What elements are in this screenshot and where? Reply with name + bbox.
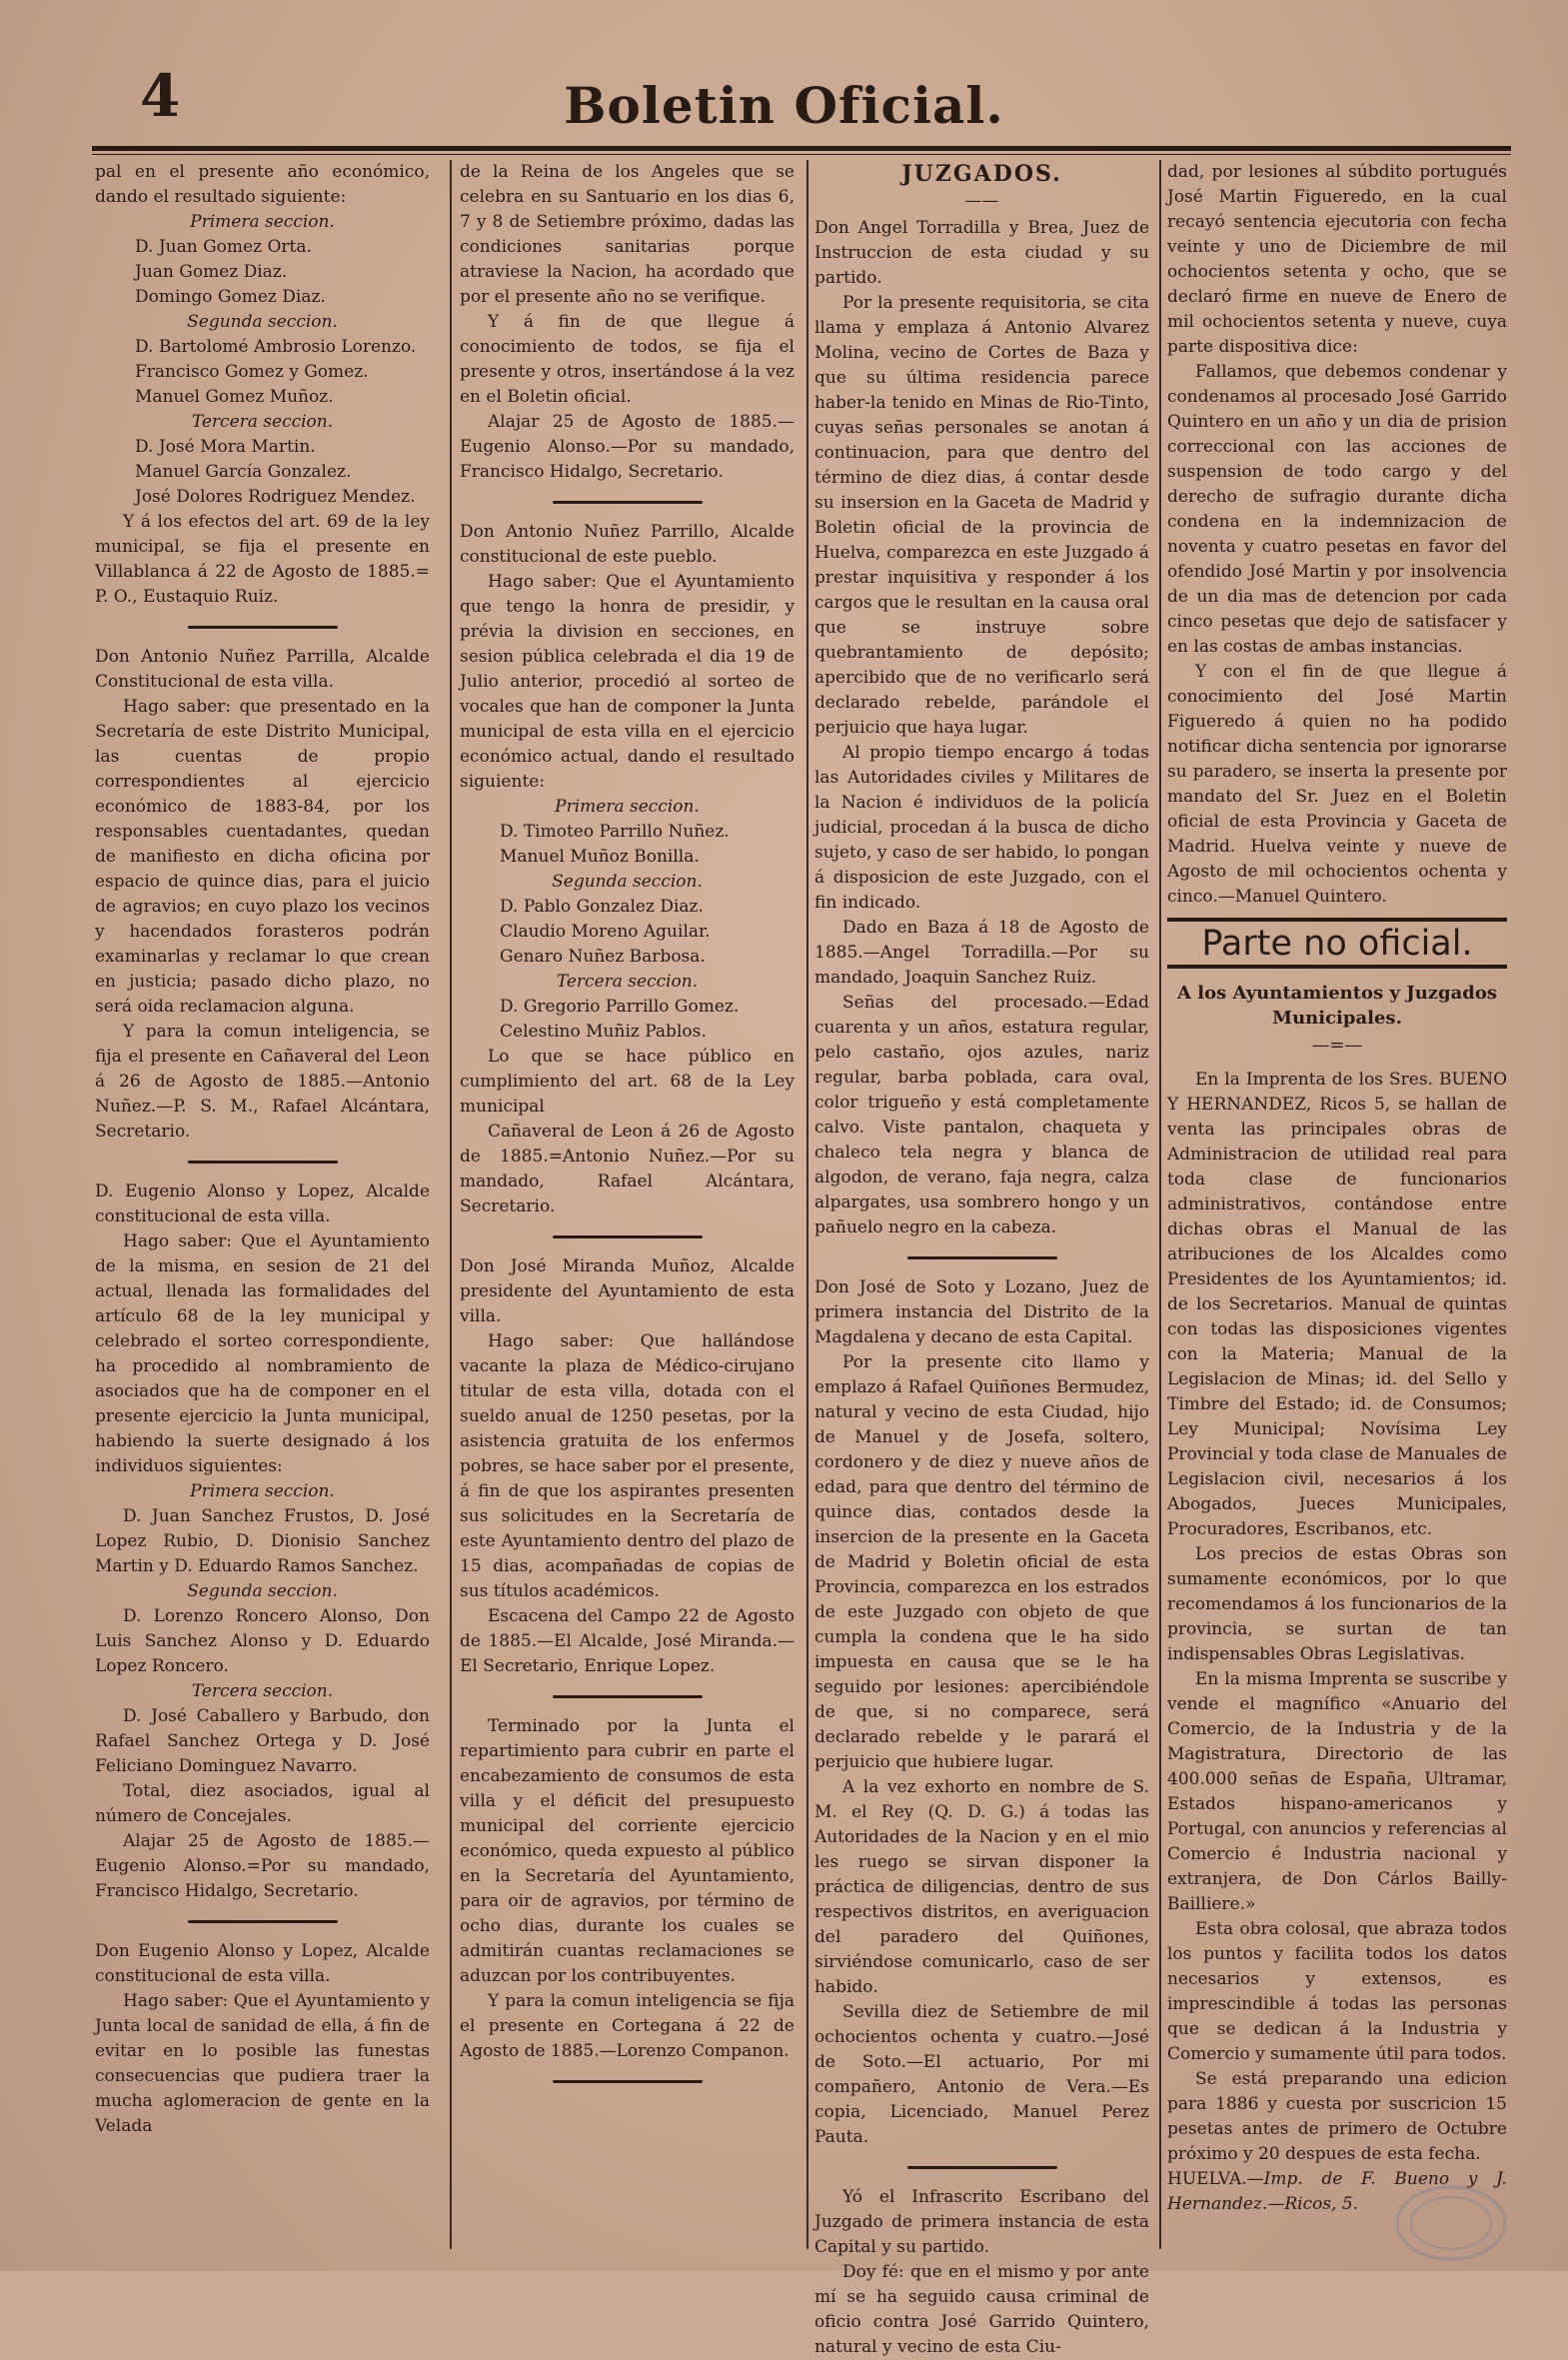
notice-heading: D. Eugenio Alonso y Lopez, Alcalde constitucional de esta villa. bbox=[95, 1181, 430, 1226]
notice-body: Hago saber: Que el Ayuntamiento y Junta local de sanidad de ella, á fin de evitar en lo posible las funestas consecuencias que pudiera traer la mucha aglomeracion de gente en la Velada bbox=[95, 1991, 430, 2136]
separator-rule bbox=[907, 1256, 1057, 1259]
name-entry: D. José Mora Martin. bbox=[135, 437, 316, 457]
name-entry: Domingo Gomez Diaz. bbox=[135, 287, 326, 307]
notice-closing: Alajar 25 de Agosto de 1885.—Eugenio Alonso.—Por su mandado, Francisco Hidalgo, Secretario. bbox=[460, 412, 794, 482]
advert-body: En la Imprenta de los Sres. BUENO Y HERNANDEZ, Ricos 5, se hallan de venta las principales obras de Administracion de utilidad real para toda clase de funcionarios administrativos, contándose entre dichas obras el Manual de las atribuciones de los Alcaldes como Presidentes de los Ayuntamientos; id. de los Secretarios. Manual de quintas con todas las disposiciones vigentes con la Materia; Manual de la Legislacion de Minas; id. del Sello y Timbre del Estado; id. de Consumos; Ley Municipal; Novísima Ley Provincial y toda clase de Manuales de Legislacion civil, necesarios á los Abogados, Jueces Municipales, Procuradores, Escribanos, etc. bbox=[1167, 1070, 1507, 1539]
sentence-quote: Fallamos, que debemos condenar y condenamos al procesado José Garrido Quintero en un año y un dia de prision correccional con las acciones de suspension de todo cargo y del derecho de sufragio durante dicha condena en la indemnizacion de noventa y cuatro pesetas en favor del ofendido José Martin y por insolvencia de un dia mas de detencion por cada cinco pesetas que dejo de satisfacer y en las costas de ambas instancias. bbox=[1167, 362, 1507, 657]
separator-rule bbox=[553, 1695, 703, 1698]
notice-body: Por la presente cito llamo y emplazo á Rafael Quiñones Bermudez, natural y vecino de esta Ciudad, hijo de Manuel y de Josefa, soltero, cordonero y de diez y nueve años de edad, para que dentro del término de quince dias, contados desde la insercion de la presente en la Gaceta de Madrid y Boletin oficial de esta Provincia, comparezca en los estrados de este Juzgado con objeto de que cumpla la condena que le ha sido impuesta en causa que se le ha seguido por lesiones: apercibiéndole de que, si no comparece, será declarado rebelde y le parará el perjuicio que hubiere lugar. bbox=[814, 1352, 1149, 1772]
notice-body: A la vez exhorto en nombre de S. M. el Rey (Q. D. G.) á todas las Autoridades de la Nacion y en el mio les ruego se sirvan disponer la práctica de diligencias, dentro de sus respectivos distritos, en averiguacion del paradero del Quiñones, sirviéndose comunicarlo, caso de ser habido. bbox=[814, 1777, 1149, 1997]
ornament: —=— bbox=[1311, 1035, 1363, 1056]
name-entry: D. Timoteo Parrillo Nuñez. bbox=[500, 822, 730, 842]
notice-closing: Alajar 25 de Agosto de 1885.—Eugenio Alonso.=Por su mandado, Francisco Hidalgo, Secretario. bbox=[95, 1831, 430, 1901]
advert-body: Esta obra colosal, que abraza todos los puntos y facilita todos los datos necesarios y extensos, es imprescindible á todas las personas que se dedican á la Industria y Comercio y sumamente útil para todos. bbox=[1167, 1919, 1507, 2064]
notice-heading: Don Antonio Nuñez Parrilla, Alcalde Constitucional de esta villa. bbox=[95, 647, 430, 692]
column-2 bbox=[460, 160, 794, 2259]
notice-body: dad, por lesiones al súbdito portugués José Martin Figueredo, en la cual recayó sentencia ejecutoria con fecha veinte y uno de Diciembre de mil ochocientos setenta y ocho, que se declaró firme en nueve de Enero de mil ochocientos setenta y nueve, cuya parte dispositiva dice: bbox=[1167, 162, 1507, 357]
subsection-heading: A los Ayuntamientos y Juzgados Municipales. bbox=[1177, 983, 1497, 1029]
name-entry: Manuel Muñoz Bonilla. bbox=[500, 847, 700, 867]
column-divider bbox=[450, 160, 452, 2249]
separator-rule bbox=[553, 2080, 703, 2083]
section-rule bbox=[1167, 965, 1507, 969]
notice-closing: Sevilla diez de Setiembre de mil ochocientos ochenta y cuatro.—José de Soto.—El actuario, Por mi compañero, Antonio de Vera.—Es copia, Licenciado, Manuel Perez Pauta. bbox=[814, 2002, 1149, 2147]
notice-heading: Don Antonio Nuñez Parrillo, Alcalde constitucional de este pueblo. bbox=[460, 522, 794, 567]
name-entry: D. Bartolomé Ambrosio Lorenzo. bbox=[135, 337, 417, 357]
section-rule bbox=[1167, 918, 1507, 922]
section-title-parte-no-oficial: Parte no oficial. bbox=[1201, 924, 1473, 964]
name-entry: D. Gregorio Parrillo Gomez. bbox=[500, 997, 740, 1017]
notice-body: Por la presente requisitoria, se cita llama y emplaza á Antonio Alvarez Molina, vecino de Cortes de Baza y que su última residencia parece haber-la tenido en Minas de Rio-Tinto, cuyas señas personales se anotan á continuacion, para que dentro del término de diez dias, á contar desde su insersion en la Gaceta de Madrid y Boletin oficial de la provincia de Huelva, comparezca en este Juzgado á prestar inquisitiva y responder á los cargos que le resultan en la causa oral que se instruye sobre quebrantamiento de depósito; apercibido que de no verificarlo será declarado rebelde, parándole el perjuicio que haya lugar. bbox=[814, 293, 1149, 738]
advert-body: Se está preparando una edicion para 1886 y cuesta por suscricion 15 pesetas antes de primero de Octubre próximo y 20 despues de esta fecha. bbox=[1167, 2069, 1507, 2164]
library-stamp-icon bbox=[1394, 2184, 1509, 2262]
separator-rule bbox=[553, 501, 703, 504]
notice-body: Terminado por la Junta el repartimiento para cubrir en parte el encabezamiento de consumos de esta villa y el déficit del presupuesto municipal del corriente ejercicio económico, queda expuesto al público en la Secretaría del Ayuntamiento, para oir de agravios, por término de ocho dias, durante los cuales se admitirán cuantas reclamaciones se aduzcan por los contribuyentes. bbox=[460, 1716, 794, 1986]
notice-body: Yó el Infrascrito Escribano del Juzgado de primera instancia de esta Capital y su partido. bbox=[814, 2187, 1149, 2257]
name-list bbox=[460, 995, 794, 1045]
separator-rule bbox=[553, 1235, 703, 1238]
name-entry: Claudio Moreno Aguilar. bbox=[500, 922, 711, 942]
notice-body: Total, diez asociados, igual al número de Concejales. bbox=[95, 1781, 430, 1826]
notice-body: Lo que se hace público en cumplimiento del art. 68 de la Ley municipal bbox=[460, 1047, 794, 1117]
notice-heading: Don Eugenio Alonso y Lopez, Alcalde constitucional de esta villa. bbox=[95, 1941, 430, 1986]
notice-body: Señas del procesado.—Edad cuarenta y un años, estatura regular, pelo castaño, ojos azules, nariz regular, barba poblada, cara oval, color trigueño y está completamente calvo. Viste pantalon, chaqueta y chaleco tela negra y blanca de algodon, de verano, faja negra, calza alpargates, usa sombrero hongo y un pañuelo negro en la cabeza. bbox=[814, 993, 1149, 1237]
section-heading: Tercera seccion. bbox=[191, 412, 334, 432]
name-list bbox=[95, 435, 430, 510]
notice-closing: Y con el fin de que llegue á conocimiento del José Martin Figueredo á quien no ha podido notificar dicha sentencia por ignorarse su paradero, se inserta la presente por mandato del Sr. Juez en el Boletin oficial de esta Provincia y Gaceta de Madrid. Huelva veinte y nueve de Agosto de mil ochocientos ochenta y cinco.—Manuel Quintero. bbox=[1167, 662, 1507, 907]
name-list bbox=[95, 335, 430, 410]
notice-heading: Don Angel Torradilla y Brea, Juez de Instruccion de esta ciudad y su partido. bbox=[814, 218, 1149, 288]
column-4 bbox=[1167, 160, 1507, 2259]
page-number: 4 bbox=[140, 62, 181, 130]
column-1 bbox=[95, 160, 430, 2259]
section-text: D. José Caballero y Barbudo, don Rafael Sanchez Ortega y D. José Feliciano Dominguez Navarro. bbox=[95, 1706, 430, 1776]
separator-rule bbox=[188, 1920, 338, 1923]
name-entry: Manuel Gomez Muñoz. bbox=[135, 387, 334, 407]
section-heading: Primera seccion. bbox=[555, 797, 700, 817]
notice-heading: Don José de Soto y Lozano, Juez de primera instancia del Distrito de la Magdalena y decano de esta Capital. bbox=[814, 1277, 1149, 1347]
section-heading: Primera seccion. bbox=[190, 1481, 335, 1501]
section-heading: Tercera seccion. bbox=[191, 1681, 334, 1701]
section-text: D. Juan Sanchez Frustos, D. José Lopez Rubio, D. Dionisio Sanchez Martin y D. Eduardo Ramos Sanchez. bbox=[95, 1506, 430, 1576]
notice-heading: Don José Miranda Muñoz, Alcalde presidente del Ayuntamiento de esta villa. bbox=[460, 1256, 794, 1326]
header-rule bbox=[92, 146, 1511, 151]
section-text: D. Lorenzo Roncero Alonso, Don Luis Sanchez Alonso y D. Eduardo Lopez Roncero. bbox=[95, 1606, 430, 1676]
name-entry: D. Juan Gomez Orta. bbox=[135, 237, 312, 257]
header-rule-thin bbox=[92, 154, 1511, 155]
name-entry: José Dolores Rodriguez Mendez. bbox=[135, 487, 416, 507]
imprint-city: HUELVA. bbox=[1167, 2169, 1247, 2189]
notice-closing: Cañaveral de Leon á 26 de Agosto de 1885.=Antonio Nuñez.—Por su mandado, Rafael Alcántara, Secretario. bbox=[460, 1122, 794, 1216]
name-list bbox=[95, 235, 430, 310]
notice-closing: Y para la comun inteligencia, se fija el presente en Cañaveral del Leon á 26 de Agosto de 1885.—Antonio Nuñez.—P. S. M., Rafael Alcántara, Secretario. bbox=[95, 1022, 430, 1142]
column-divider bbox=[806, 160, 808, 2249]
section-heading: Primera seccion. bbox=[190, 212, 335, 232]
name-entry: Genaro Nuñez Barbosa. bbox=[500, 947, 706, 967]
notice-closing: Escacena del Campo 22 de Agosto de 1885.—El Alcalde, José Miranda.—El Secretario, Enrique Lopez. bbox=[460, 1606, 794, 1676]
advert-body: Los precios de estas Obras son sumamente económicos, por lo que recomendamos á los funcionarios de la provincia, se surtan de tan indispensables Obras Legislativas. bbox=[1167, 1544, 1507, 1664]
notice-body: Doy fé: que en el mismo y por ante mí se ha seguido causa criminal de oficio contra José Garrido Quintero, natural y vecino de esta Ciu- bbox=[814, 2262, 1149, 2357]
notice-body: Al propio tiempo encargo á todas las Autoridades civiles y Militares de la Nacion é individuos de la policía judicial, procedan á la busca de dicho sujeto, y caso de ser habido, lo pongan á disposicion de este Juzgado, con el fin indicado. bbox=[814, 743, 1150, 913]
name-entry: D. Pablo Gonzalez Diaz. bbox=[500, 897, 704, 917]
masthead-title: Boletin Oficial. bbox=[564, 76, 1004, 135]
notice-body: Hago saber: que presentado en la Secretaría de este Distrito Municipal, las cuentas de propio correspondientes al ejercicio económico de 1883-84, por los responsables cuentadantes, quedan de manifiesto en dicha oficina por espacio de quince dias, para el juicio de agravios; en cuyo plazo los vecinos y hacendados forasteros podrán examinarlas y reclamar lo que crean en justicia; pasado dicho plazo, no será oida reclamacion alguna. bbox=[95, 697, 430, 1017]
imprint-text: —Imp. de F. Bueno y J. Hernandez.—Ricos, 5. bbox=[1167, 2169, 1507, 2214]
section-heading: Segunda seccion. bbox=[187, 312, 338, 332]
notice-body: de la Reina de los Angeles que se celebra en su Santuario en los dias 6, 7 y 8 de Setiembre próximo, dadas las condiciones sanitarias porque atraviese la Nacion, ha acordado que por el presente año no se verifique. bbox=[460, 162, 794, 307]
section-heading: Segunda seccion. bbox=[187, 1581, 338, 1601]
notice-body: Hago saber: Que hallándose vacante la plaza de Médico-cirujano titular de esta villa, dotada con el sueldo anual de 1250 pesetas, por la asistencia gratuita de los enfermos pobres, se hace saber por el presente, á fin de que los aspirantes presenten sus solicitudes en la Secretaría de este Ayuntamiento dentro del plazo de 15 dias, acompañadas de copias de sus títulos académicos. bbox=[460, 1331, 794, 1601]
col1-intro: pal en el presente año económico, dando el resultado siguiente: bbox=[95, 162, 430, 207]
section-title-juzgados: JUZGADOS. bbox=[901, 161, 1062, 187]
section-title-dash: —— bbox=[964, 191, 999, 211]
notice-closing: Y á los efectos del art. 69 de la ley municipal, se fija el presente en Villablanca á 22 de Agosto de 1885.= P. O., Eustaquio Ruiz. bbox=[95, 512, 430, 607]
notice-closing: Y para la comun inteligencia se fija el presente en Cortegana á 22 de Agosto de 1885.—Lorenzo Companon. bbox=[460, 1991, 794, 2061]
separator-rule bbox=[188, 1161, 338, 1164]
name-entry: Juan Gomez Diaz. bbox=[135, 262, 288, 282]
column-3 bbox=[814, 160, 1150, 2357]
column-divider bbox=[1159, 160, 1161, 2249]
name-entry: Manuel García Gonzalez. bbox=[135, 462, 352, 482]
notice-closing: Dado en Baza á 18 de Agosto de 1885.—Angel Torradilla.—Por su mandado, Joaquin Sanchez Ruiz. bbox=[814, 918, 1149, 988]
name-list bbox=[460, 820, 794, 870]
notice-body: Hago saber: Que el Ayuntamiento de la misma, en sesion de 21 del actual, llenada las formalidades del artículo 68 de la ley municipal y celebrado el sorteo correspondiente, ha procedido al nombramiento de asociados que ha de componer en el presente ejercicio la Junta municipal, habiendo la suerte designado á los individuos siguientes: bbox=[95, 1231, 430, 1476]
section-heading: Tercera seccion. bbox=[556, 972, 699, 992]
advert-body: En la misma Imprenta se suscribe y vende el magnífico «Anuario del Comercio, de la Industria y de la Magistratura, Directorio de las 400.000 señas de España, Ultramar, Estados hispano-americanos y Portugal, con anuncios y referencias al Comercio é Industria nacional y extranjera, de Don Cárlos Bailly-Bailliere.» bbox=[1167, 1669, 1507, 1914]
notice-body: Y á fin de que llegue á conocimiento de todos, se fija el presente y otros, insertándose á la vez en el Boletin oficial. bbox=[460, 312, 794, 407]
section-heading: Segunda seccion. bbox=[552, 872, 703, 892]
notice-body: Hago saber: Que el Ayuntamiento que tengo la honra de presidir, y prévia la division en secciones, en sesion pública celebrada el dia 19 de Julio anterior, procedió al sorteo de vocales que han de componer la Junta municipal de esta villa en el ejercicio económico actual, dando el resultado siguiente: bbox=[460, 572, 794, 792]
separator-rule bbox=[907, 2166, 1057, 2169]
separator-rule bbox=[188, 626, 338, 629]
name-entry: Francisco Gomez y Gomez. bbox=[135, 362, 369, 382]
name-entry: Celestino Muñiz Pablos. bbox=[500, 1022, 707, 1042]
name-list bbox=[460, 895, 794, 970]
